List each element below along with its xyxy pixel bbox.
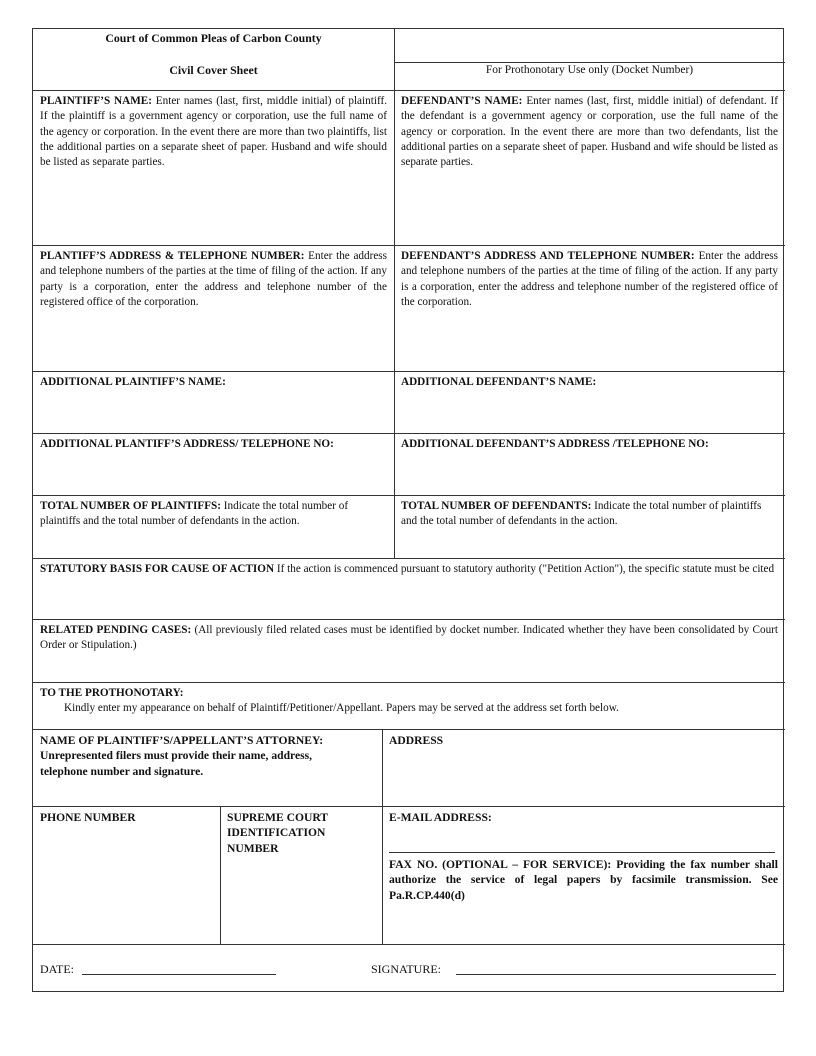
address-label: ADDRESS (389, 734, 444, 747)
court-name: Court of Common Pleas of Carbon County (105, 31, 322, 45)
civil-cover-sheet-form (32, 28, 784, 992)
attorney-label: NAME OF PLAINTIFF’S/APPELLANT’S ATTORNEY: (40, 734, 324, 747)
plaintiff-address-field[interactable] (33, 246, 394, 371)
rule-contacts (33, 944, 785, 945)
additional-plaintiff-name-field[interactable] (33, 372, 394, 433)
supreme-court-id-label: SUPREME COURT IDENTIFICATION NUMBER (227, 811, 328, 855)
plaintiff-name-label: PLAINTIFF’S NAME: (40, 95, 152, 107)
email-address-field[interactable] (382, 807, 785, 853)
defendant-name-label: DEFENDANT’S NAME: (401, 95, 523, 107)
total-plaintiffs-label: TOTAL NUMBER OF PLAINTIFFS: (40, 500, 221, 512)
related-cases-field[interactable] (33, 620, 785, 682)
additional-plaintiff-name-label: ADDITIONAL PLAINTIFF’S NAME: (40, 376, 226, 388)
fax-number-text: FAX NO. (OPTIONAL – FOR SERVICE): Providing the fax number shall authorize the service of legal papers by facsimile transmission. See Pa.R.CP.440(d) (389, 858, 778, 902)
plaintiff-name-instructions: Enter names (last, first, middle initial) of plaintiff. If the plaintiff is a government agency or corporation, use the full name of the agency or corporation. In the event there are more than two plaintiffs, list the additional parties on a separate sheet of paper. Husband and wife should be listed as separate parties. (40, 95, 387, 169)
sheet-title: Civil Cover Sheet (169, 63, 258, 77)
docket-number-field[interactable]: For Prothonotary Use only (Docket Number) (485, 64, 694, 76)
total-defendants-instructions: Indicate the total number of plaintiffs and the total number of defendants in the action. (401, 500, 762, 528)
date-label: DATE: (40, 962, 74, 976)
signature-label: SIGNATURE: (371, 962, 442, 976)
attorney-instructions: Unrepresented filers must provide their name, address, telephone number and signature. (40, 749, 313, 778)
prothonotary-text: Kindly enter my appearance on behalf of Plaintiff/Petitioner/Appellant. Papers may be served at the address set forth below. (64, 702, 619, 715)
defendant-address-field[interactable] (394, 246, 785, 371)
related-cases-instructions: (All previously filed related cases must be identified by docket number. Indicated whether they have been consolidated by Court Order or Stipulation.) (40, 624, 779, 652)
total-defendants-field[interactable] (394, 496, 785, 558)
additional-defendant-address-label: ADDITIONAL DEFENDANT’S ADDRESS /TELEPHONE NO: (401, 438, 709, 450)
email-address-line (389, 852, 775, 853)
related-cases-label: RELATED PENDING CASES: (40, 624, 192, 636)
date-line[interactable] (82, 974, 276, 975)
plaintiff-address-label: PLANTIFF’S ADDRESS & TELEPHONE NUMBER: (40, 250, 305, 262)
attorney-name-field[interactable] (33, 730, 382, 806)
email-address-label: E-MAIL ADDRESS: (389, 811, 492, 824)
additional-plaintiff-address-field[interactable] (33, 434, 394, 495)
plaintiff-name-field[interactable] (33, 91, 394, 245)
statutory-basis-label: STATUTORY BASIS FOR CAUSE OF ACTION (40, 563, 275, 575)
plaintiff-address-instructions: Enter the address and telephone numbers of the parties at the time of filing of the action. If any party is a corporation, enter the address and telephone number of the registered office of the corporation. (40, 250, 388, 308)
total-plaintiffs-field[interactable] (33, 496, 394, 558)
prothonotary-label: TO THE PROTHONOTARY: (40, 687, 184, 699)
statutory-basis-field[interactable] (33, 559, 785, 619)
additional-defendant-name-field[interactable] (394, 372, 785, 433)
prothonotary-section (33, 683, 785, 729)
total-defendants-label: TOTAL NUMBER OF DEFENDANTS: (401, 500, 592, 512)
signature-line[interactable] (456, 974, 776, 975)
additional-defendant-address-field[interactable] (394, 434, 785, 495)
fax-number-field[interactable] (382, 854, 785, 942)
additional-defendant-name-label: ADDITIONAL DEFENDANT’S NAME: (401, 376, 597, 388)
additional-plaintiff-address-label: ADDITIONAL PLANTIFF’S ADDRESS/ TELEPHONE NO: (40, 438, 334, 450)
total-plaintiffs-instructions: Indicate the total number of plaintiffs and the total number of defendants in the action. (40, 500, 349, 528)
defendant-name-field[interactable] (394, 91, 785, 245)
phone-number-label: PHONE NUMBER (40, 811, 136, 824)
address-field[interactable] (382, 730, 785, 806)
defendant-address-label: DEFENDANT’S ADDRESS AND TELEPHONE NUMBER: (401, 250, 695, 262)
statutory-basis-instructions: If the action is commenced pursuant to statutory authority ("Petition Action"), the specific statute must be cited (276, 563, 775, 575)
supreme-court-id-field[interactable] (220, 807, 382, 944)
phone-number-field[interactable] (33, 807, 220, 944)
defendant-name-instructions: Enter names (last, first, middle initial) of defendant. If the defendant is a government agency or corporation, use the full name of the agency or corporation. In the event there are more than two defendants, list the additional parties on a separate sheet of paper. Husband and wife should be listed as separate parties. (401, 95, 779, 169)
defendant-address-instructions: Enter the address and telephone numbers of the parties at the time of filing of the action. If any party is a corporation, enter the address and telephone number of the registered office of the corporation. (401, 250, 778, 308)
